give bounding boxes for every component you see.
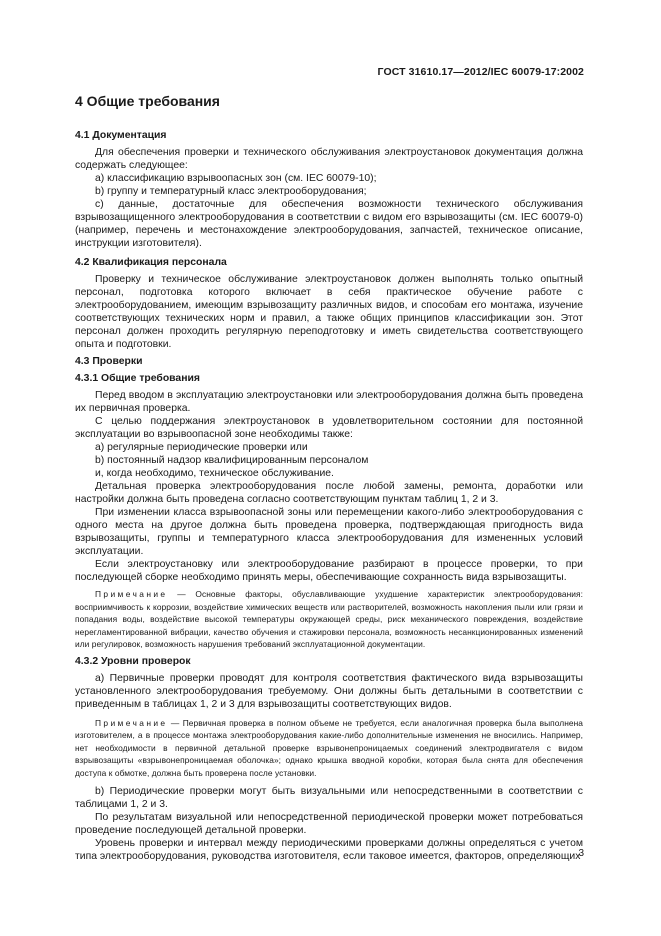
section-4-1-title: 4.1 Документация bbox=[75, 130, 167, 141]
s431-p3: Детальная проверка электрооборудования после любой замены, ремонта, доработки или настройки должна быть проведена согласно соответствующим пунктам таблиц 1, 2 и 3. bbox=[75, 481, 583, 505]
s42-text: Проверку и техническое обслуживание электроустановок должен выполнять только опытный персонал, подготовка которого включает в себя практическое обучение работе с электрооборудованием, имеющим взрывозащиту различных видов, и способам его монтажа, изучение соответствующих технических норм и правил, а также общих принципов классификации зон. Этот персонал должен проходить регулярную переподготовку и иметь свидетельства соответствующего опыта и подготовки. bbox=[75, 274, 583, 350]
note-text: — Основные факторы, обуславливающие ухудшение характеристик электрооборудования: восприимчивость к коррозии, воздействие химических веществ или растворителей, возможность накопления пыли или грязи и попадания воды, воздействие высокой температуры окружающей среды, риск механического повреждения, воздействие нерегламентированной вибрации, качество обучения и стажировки персонала, возможность несанкционированных изменений или регулировок, возможность нарушения требований эксплуатационной документации. bbox=[75, 589, 583, 649]
s41-item-c: c) данные, достаточные для обеспечения возможности технического обслуживания взрывозащищенного электрооборудования в соответствии с видом его взрывозащиты (см. IEC 60079-0) (например, перечень и местонахождение электрооборудования, запчастей, техническое описание, инструкции изготовителя). bbox=[75, 199, 583, 249]
section-4-3-2-title: 4.3.2 Уровни проверок bbox=[75, 655, 191, 667]
s432-item-a: а) Первичные проверки проводят для контроля соответствия фактического вида взрывозащиты установленного электрооборудования требуемому. Они должны быть детальными в соответствии с приведенным в таблицах 1, 2 и 3 для взрывозащиты соответствующих видов. bbox=[75, 672, 583, 710]
note-text: — Первичная проверка в полном объеме не требуется, если аналогичная проверка была выполнена изготовителем, а в процессе монтажа электрооборудования какие-либо дополнительные изменения не вносились. Например, нет необходимости в первичной детальной проверке взрывонепроницаемых соединений электродвигателя с видом взрывозащиты «взрывонепроницаемая оболочка»; однако крышка вводной коробки, которая была снята для обеспечения доступа к обмотке, должна быть проверена после установки. bbox=[75, 717, 583, 778]
s432-p1: По результатам визуальной или непосредственной периодической проверки может потребоваться проведение последующей детальной проверки. bbox=[75, 812, 583, 836]
s431-item-b: b) постоянный надзор квалифицированным персоналом bbox=[95, 455, 369, 466]
s432-note bbox=[75, 717, 583, 780]
s431-p1: Перед вводом в эксплуатацию электроустановки или электрооборудования должна быть проведена их первичная проверка. bbox=[75, 390, 583, 414]
s41-item-b: b) группу и температурный класс электрооборудования; bbox=[95, 186, 367, 197]
section-4-3-title: 4.3 Проверки bbox=[75, 356, 143, 367]
note-label: Примечание bbox=[95, 717, 168, 728]
page-number: 3 bbox=[578, 848, 584, 859]
s431-p4: При изменении класса взрывоопасной зоны или перемещении какого-либо электрооборудования с одного места на другое должна быть проведена проверка, подтверждающая пригодность вида взрывозащиты, группы и температурного класса электрооборудования для измененных условий эксплуатации. bbox=[75, 507, 583, 557]
section-4-title: 4 Общие требования bbox=[75, 93, 220, 109]
s431-and: и, когда необходимо, техническое обслуживание. bbox=[95, 468, 334, 479]
s431-item-a: а) регулярные периодические проверки или bbox=[95, 442, 308, 453]
note-label: Примечание bbox=[95, 589, 168, 599]
s431-p2: С целью поддержания электроустановок в удовлетворительном состоянии для постоянной эксплуатации во взрывоопасной зоне необходимы также: bbox=[75, 416, 583, 440]
page-content bbox=[75, 92, 583, 863]
standard-header: ГОСТ 31610.17—2012/IEC 60079-17:2002 bbox=[377, 66, 584, 78]
section-4-3-1-title: 4.3.1 Общие требования bbox=[75, 373, 200, 384]
s41-intro: Для обеспечения проверки и технического обслуживания электроустановок документация должна содержать следующее: bbox=[75, 147, 583, 171]
s432-p2: Уровень проверки и интервал между периодическими проверками должны определяться с учетом типа электрооборудования, руководства изготовителя, если таковое имеется, факторов, определяющих bbox=[75, 838, 583, 862]
s431-note bbox=[75, 588, 583, 651]
s431-p5: Если электроустановку или электрооборудование разбирают в процессе проверки, то при последующей сборке необходимо принять меры, обеспечивающие сохранность вида взрывозащиты. bbox=[75, 559, 583, 583]
s432-item-b: b) Периодические проверки могут быть визуальными или непосредственными в соответствии с таблицами 1, 2 и 3. bbox=[75, 786, 583, 810]
s41-item-a: а) классификацию взрывоопасных зон (см. IEC 60079-10); bbox=[95, 173, 377, 184]
section-4-2-title: 4.2 Квалификация персонала bbox=[75, 257, 227, 268]
